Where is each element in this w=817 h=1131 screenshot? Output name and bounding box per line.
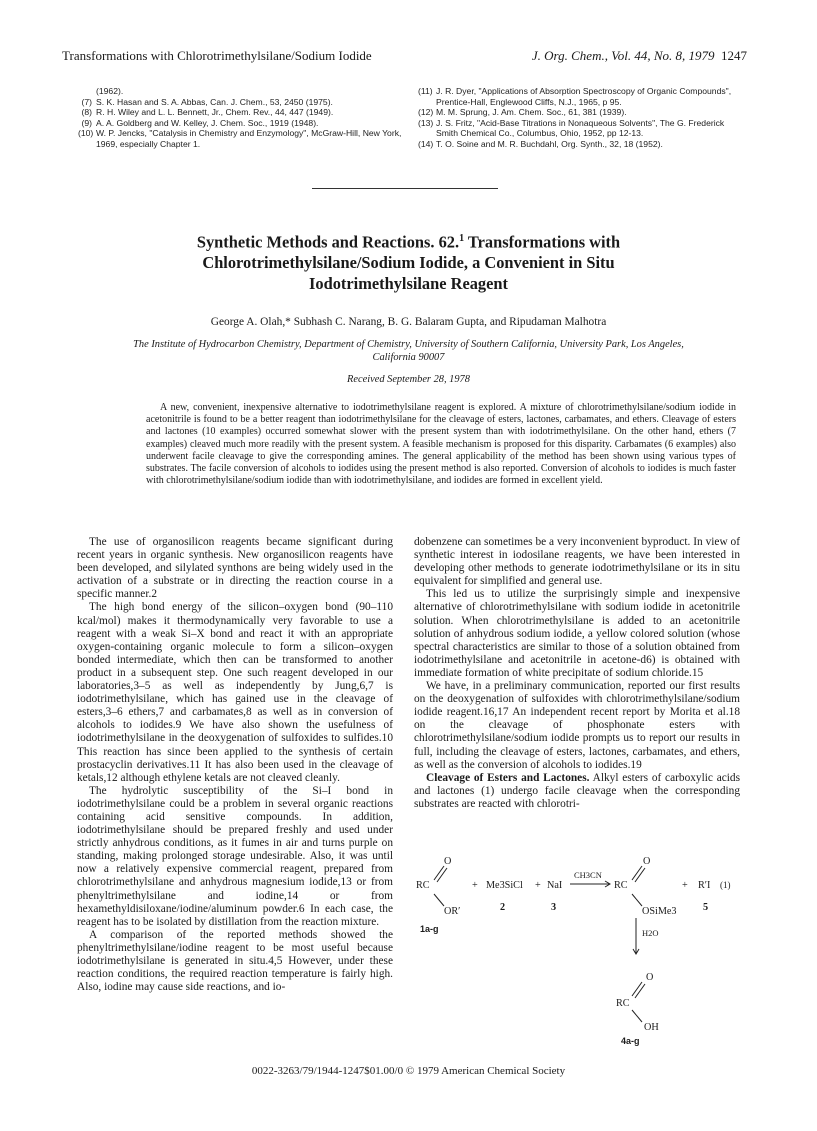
paragraph: A comparison of the reported methods showed the phenyltrimethylsilane/iodine reagent to be most useful because iodotrimethylsilane is generated in situ.4,5 However, under these reaction conditions, the required reaction temperature is fairly high. Also, iodine may cause side reactions, and io- xyxy=(77,928,393,994)
plus-sign: + xyxy=(472,880,478,891)
reference-item: (14) T. O. Soine and M. R. Buchdahl, Org. Synth., 32, 18 (1952). xyxy=(418,138,663,149)
paragraph: The hydrolytic susceptibility of the Si–I bond in iodotrimethylsilane could be a problem in several organic reactions containing acid sensitive compounds. In addition, iodotrimethylsilane should be prepared freshly and used under strictly anhydrous conditions, as it fumes in air and turns purple on standing, making prolonged storage undesirable. Also, it was until now a relatively expensive commercial reagent, prepared from chlorotrimethylsilane and anhydrous magnesium iodide,13 or from phenyltrimethylsilane and iodine,14 or from hexamethyldisiloxane/iodine/aluminum powder.6 In each case, the reagent has to be isolated by distillation from the reaction mixture. xyxy=(77,784,393,928)
equation-number: (1) xyxy=(720,880,731,890)
paragraph: dobenzene can sometimes be a very inconvenient byproduct. In view of synthetic interest in iodosilane reagents, we have been interested in developing other methods to generate iodotrimethylsilane or its in situ equivalent for simplified and general use. xyxy=(414,536,740,588)
footer-copyright: 0022-3263/79/1944-1247$01.00/0 © 1979 American Chemical Society xyxy=(251,1065,566,1077)
water-label: H2O xyxy=(642,928,659,938)
journal-citation: J. Org. Chem., Vol. 44, No. 8, 1979 xyxy=(531,48,715,63)
paragraph: We have, in a preliminary communication, reported our first results on the deoxygenation of sulfoxides with chlorotrimethylsilane/sodium iodide reagent.16,17 An independent recent report by Morita et al.18 on the cleavage of phosphonate esters with chlorotrimethylsilane/sodium iodide prompts us to report our results in full, including the cleavage of esters, lactones, carbamates, and ethers, as well as the conversion of alcohols to iodides.19 xyxy=(414,680,740,771)
reaction-scheme xyxy=(414,852,754,1042)
reference-item: (7) S. K. Hasan and S. A. Abbas, Can. J. Chem., 53, 2450 (1975). xyxy=(81,96,333,107)
oxygen-label: O xyxy=(444,856,452,867)
body-column-left xyxy=(77,536,393,994)
received-date: Received September 28, 1978 xyxy=(347,374,470,385)
compound-label: 2 xyxy=(500,902,506,913)
oxygen-label: O xyxy=(646,972,654,983)
compound-label: 5 xyxy=(703,902,709,913)
reference-item: (11) J. R. Dyer, "Applications of Absorption Spectroscopy of Organic Compounds", Prentice-Hall, Englewood Cliffs, N.J., 1965, p 95. xyxy=(418,86,732,107)
oh-label: OH xyxy=(644,1022,659,1033)
paragraph: This led us to utilize the surprisingly simple and inexpensive alternative of chlorotrimethylsilane with sodium iodide in acetonitrile solution. When chlorotrimethylsilane is added to an acetonitrile solution of anhydrous sodium iodide, a yellow colored solution (whose spectral characteristics are similar to those of a solution obtained from iodotrimethylsilane and acetonitrile in acetone-d6) is obtained with immediate formation of white precipitate of sodium chloride.15 xyxy=(414,588,740,679)
plus-sign: + xyxy=(535,880,541,891)
reference-item: (10) W. P. Jencks, "Catalysis in Chemistry and Enzymology", McGraw-Hill, New York, 1969, especially Chapter 1. xyxy=(78,128,402,149)
reference-item: (9) A. A. Goldberg and W. Kelley, J. Chem. Soc., 1919 (1948). xyxy=(81,117,319,128)
compound-label: 4a-g xyxy=(621,1036,640,1046)
page-number: 1247 xyxy=(721,48,747,63)
article-title: Synthetic Methods and Reactions. 62.$^1$ Transformations with Chlorotrimethylsilane/Sodium Iodide, a Convenient in Situ Iodotrimethylsilane Reagent xyxy=(196,232,621,294)
rc-label: RC xyxy=(616,998,630,1009)
abstract-text: A new, convenient, inexpensive alternative to iodotrimethylsilane reagent is explored. A mixture of chlorotrimethylsilane/sodium iodide in acetonitrile is found to be a better reagent than iodotrimethylsilane for the cleavage of esters, lactones, carbamates, and ethers. Cleavage of esters and lactones (10 examples) occurred somewhat slower with the present system than with iodotrimethylsilane. On the other hand, ethers (7 examples) cleaved much more readily with the present system. A feasible mechanism is proposed for this disparity. Carbamates (6 examples) also underwent facile cleavage to give the corresponding amines. The general applicability of the method has been shown using various types of substrates. The facile conversion of alcohols to iodides using the present method is also reported. Conversion of alcohols to iodides is much faster with chlorotrimethylsilane/sodium iodide than with iodotrimethylsilane, and iodides are formed in excellent yield. xyxy=(146,402,736,487)
rc-label: RC xyxy=(614,880,628,891)
section-divider xyxy=(312,188,498,189)
body-column-right xyxy=(414,536,740,811)
references-right xyxy=(418,86,748,149)
plus-sign: + xyxy=(682,880,688,891)
running-header-title: Transformations with Chlorotrimethylsilane/Sodium Iodide xyxy=(62,48,372,63)
reference-item: (13) J. S. Fritz, "Acid-Base Titrations in Nonaqueous Solvents", The G. Frederick Smith Chemical Co., Columbus, Ohio, 1952, pp 12-13. xyxy=(418,117,725,138)
section-paragraph: Cleavage of Esters and Lactones. Alkyl esters of carboxylic acids and lactones (1) undergo facile cleavage when the corresponding substrates are reacted with chlorotri- xyxy=(414,771,740,810)
oxygen-label: O xyxy=(643,856,651,867)
section-heading: Cleavage of Esters and Lactones. xyxy=(426,771,590,784)
paragraph: The use of organosilicon reagents became significant during recent years in organic synthesis. New organosilicon reagents have been developed, and silylated synthons are being widely used in the activation of a substrate or in directing the reaction course in a specific manner.2 xyxy=(77,536,393,601)
alkyl-iodide-label: R′I xyxy=(698,880,711,891)
reference-item: (12) M. M. Sprung, J. Am. Chem. Soc., 61, 381 (1939). xyxy=(418,107,627,117)
compound-label: 3 xyxy=(551,902,557,913)
rc-label: RC xyxy=(416,880,430,891)
abstract xyxy=(146,402,736,487)
reagent-nai: NaI xyxy=(547,880,563,891)
authors: George A. Olah,* Subhash C. Narang, B. G. Balaram Gupta, and Ripudaman Malhotra xyxy=(210,316,607,328)
references-left xyxy=(78,86,408,149)
running-header-journal xyxy=(532,48,747,64)
reference-item: (8) R. H. Wiley and L. L. Bennett, Jr., Chem. Rev., 44, 447 (1949). xyxy=(81,107,334,117)
compound-label: 1a-g xyxy=(420,924,439,934)
reagent-me3sicl: Me3SiCl xyxy=(486,880,523,891)
affiliation: The Institute of Hydrocarbon Chemistry, Department of Chemistry, University of Southern California, University Park, Los Angeles, California 90007 xyxy=(133,339,684,363)
or-prime-label: OR′ xyxy=(444,906,461,917)
solvent-label: CH3CN xyxy=(574,870,602,880)
osime3-label: OSiMe3 xyxy=(642,906,677,917)
paragraph: The high bond energy of the silicon–oxygen bond (90–110 kcal/mol) makes it thermodynamically very favorable to use a reagent with a weak Si–X bond and react it with an appropriate oxygen-containing organic molecule to form a silicon–oxygen bonded intermediate, which then can be transformed to another product in a subsequent step. One such reagent developed in our laboratories,3–5 as well as independently by Jung,6,7 is iodotrimethylsilane, which has gained use in the cleavage of esters,3–6 ethers,7 and carbamates,8 as well as in conversion of alcohols to iodides.9 We have also shown the usefulness of iodotrimethylsilane in the deoxygenation of sulfoxides to sulfides.10 This reaction has since been applied to the synthesis of certain prostacyclin derivatives.11 It has also been used in the cleavage of ketals,12 although ethylene ketals are not cleaved cleanly. xyxy=(77,601,393,784)
reference-item: (1962). xyxy=(96,86,124,96)
